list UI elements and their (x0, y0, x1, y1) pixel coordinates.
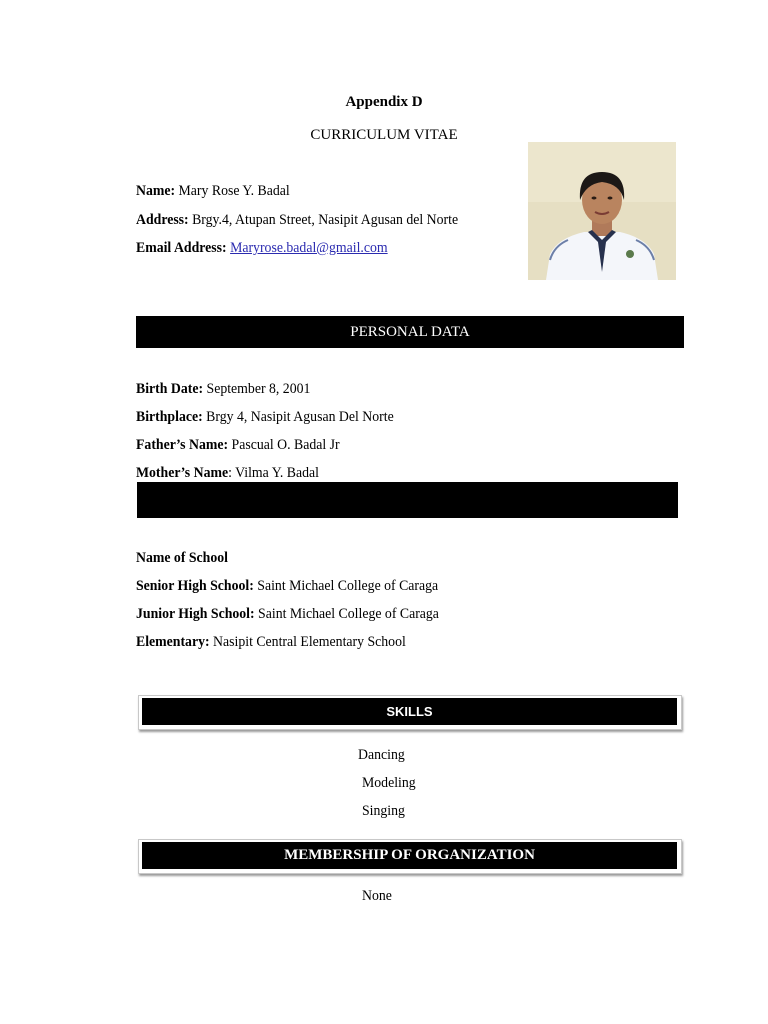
father-label: Father’s Name: (136, 437, 229, 453)
skills-heading-bar (142, 698, 677, 725)
email-link[interactable]: Maryrose.badal@gmail.com (230, 240, 388, 256)
skills-heading: SKILLS (386, 704, 433, 719)
jhs-label: Junior High School: (136, 606, 255, 622)
person-photo-icon (528, 142, 676, 280)
birth-date-value: September 8, 2001 (206, 381, 311, 397)
father-line (136, 437, 357, 454)
appendix-label: Appendix D (345, 94, 423, 110)
name-label: Name: (136, 183, 176, 199)
shs-value: Saint Michael College of Caraga (257, 578, 439, 594)
birthplace-line (136, 409, 416, 426)
birthplace-label: Birthplace: (136, 409, 203, 425)
email-line (136, 240, 410, 257)
address-value: Brgy.4, Atupan Street, Nasipit Agusan del Norte (192, 212, 459, 228)
father-value: Pascual O. Badal Jr (231, 437, 340, 453)
skill-item: Dancing (358, 747, 405, 763)
address-line (136, 212, 486, 229)
shs-line (136, 578, 464, 595)
jhs-value: Saint Michael College of Caraga (258, 606, 439, 622)
elementary-value: Nasipit Central Elementary School (213, 634, 406, 650)
mother-line (136, 465, 335, 482)
membership-heading-bar (142, 842, 677, 869)
personal-data-heading: PERSONAL DATA (350, 323, 470, 340)
jhs-line (136, 606, 465, 623)
birth-date-label: Birth Date: (136, 381, 204, 397)
shs-label: Senior High School: (136, 578, 254, 594)
school-heading: Name of School (136, 550, 228, 566)
elementary-label: Elementary: (136, 634, 210, 650)
elementary-line (136, 634, 429, 651)
skill-item: Modeling (362, 775, 416, 791)
address-label: Address: (136, 212, 189, 228)
profile-photo (528, 142, 676, 280)
school-heading-line (136, 550, 236, 567)
membership-value: None (362, 888, 392, 904)
name-line (136, 183, 303, 200)
birthplace-value: Brgy 4, Nasipit Agusan Del Norte (206, 409, 394, 425)
document-title: CURRICULUM VITAE (310, 127, 458, 143)
mother-label: Mother’s Name (136, 465, 229, 481)
personal-data-heading-bar (136, 316, 684, 348)
education-heading-bar (137, 482, 678, 518)
email-label: Email Address: (136, 240, 227, 256)
membership-heading: MEMBERSHIP OF ORGANIZATION (284, 847, 535, 863)
birth-date-line (136, 381, 326, 398)
mother-value: : Vilma Y. Badal (228, 465, 320, 481)
skill-item: Singing (362, 803, 405, 819)
name-value: Mary Rose Y. Badal (178, 183, 290, 199)
